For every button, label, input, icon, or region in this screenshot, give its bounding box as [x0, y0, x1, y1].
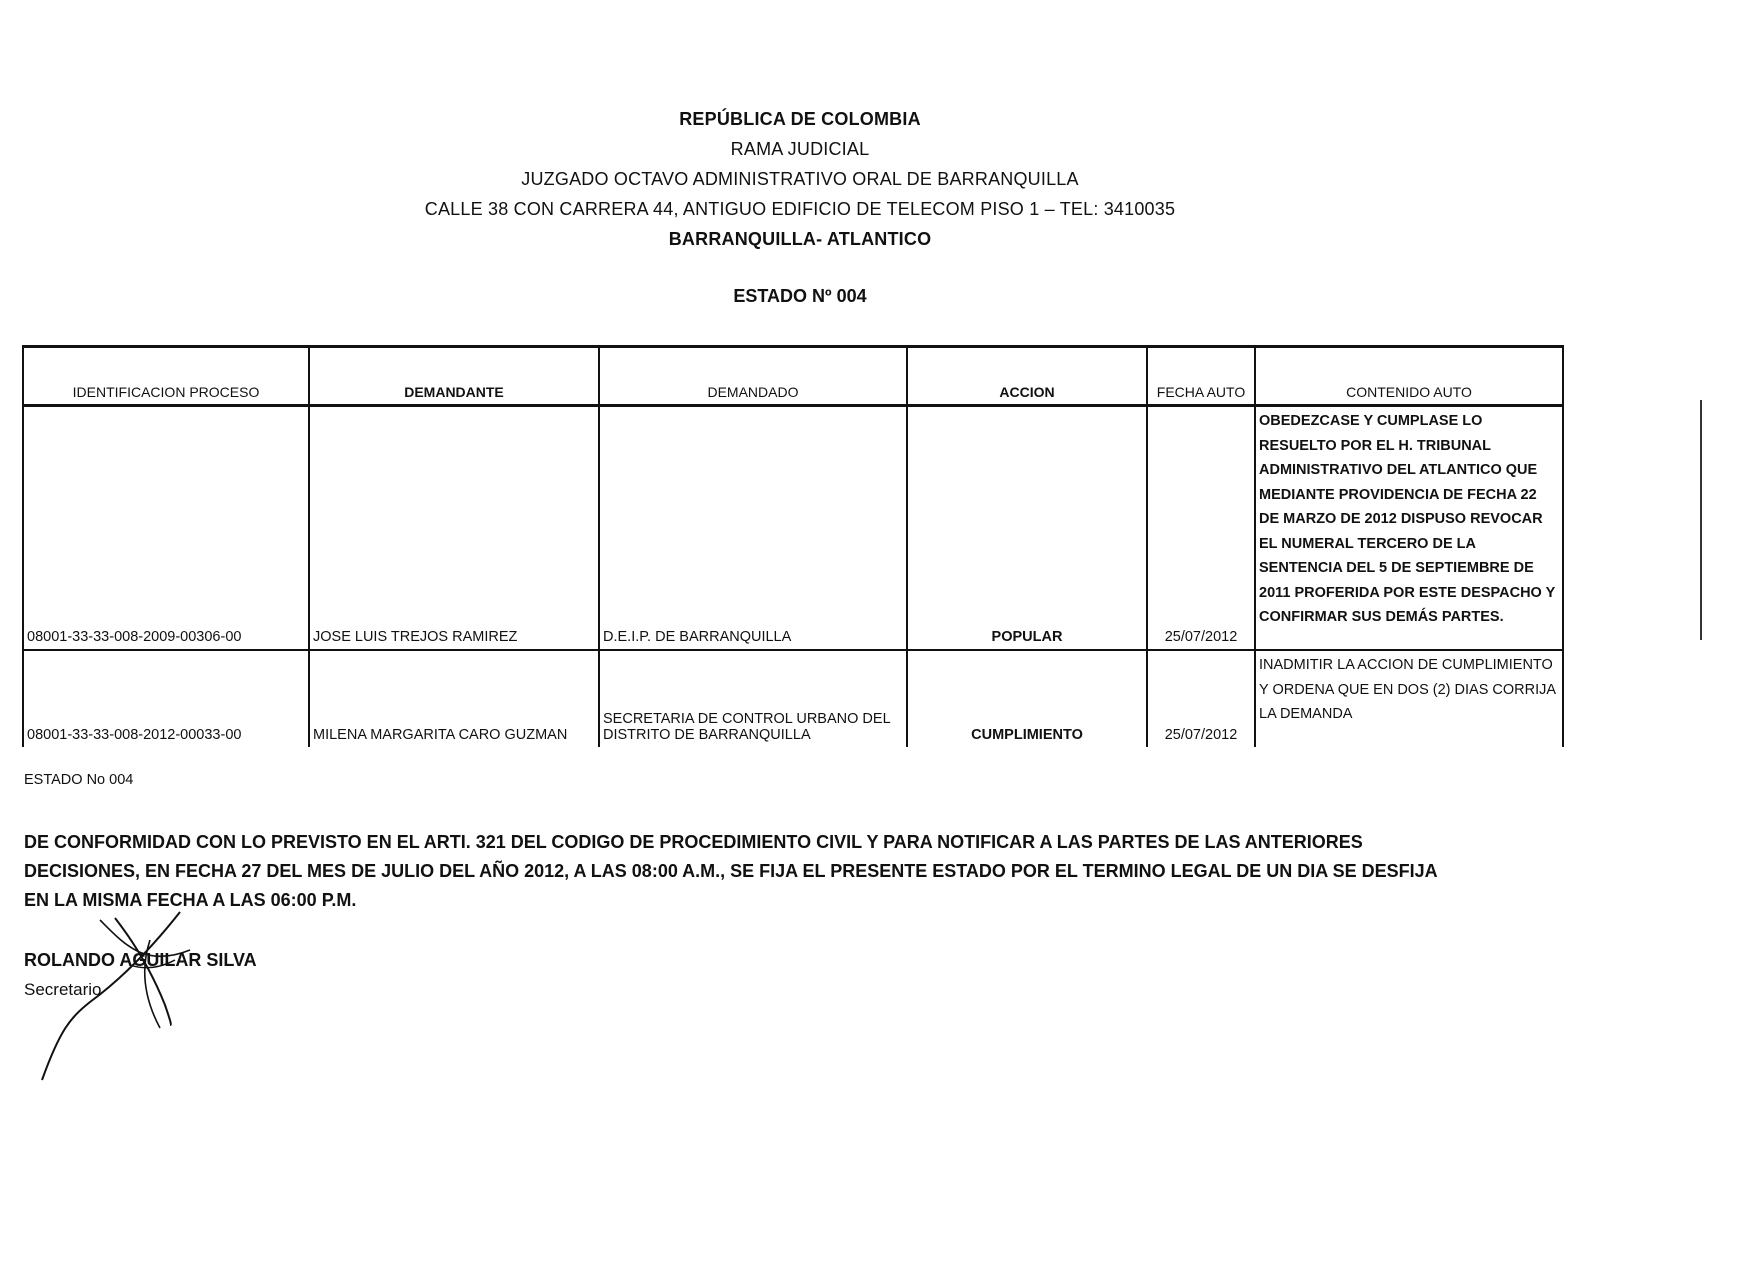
conformidad-paragraph: DE CONFORMIDAD CON LO PREVISTO EN EL ARTI. 321 DEL CODIGO DE PROCEDIMIENTO CIVIL Y PARA NOTIFICAR A LAS PARTES DE LAS ANTERIORES DECISIONES, EN FECHA 27 DEL MES DE JULIO DEL AÑO 2012, A LAS 08:00 A.M., SE FIJA EL PRESENTE ESTADO POR EL TERMINO LEGAL DE UN DIA SE DESFIJA EN LA MISMA FECHA A LAS 06:00 P.M. [24, 832, 1437, 910]
cell-contenido: INADMITIR LA ACCION DE CUMPLIMIENTO Y ORDENA QUE EN DOS (2) DIAS CORRIJA LA DEMANDA [1255, 650, 1563, 747]
scan-edge-line [1700, 400, 1702, 640]
header-republica: REPÚBLICA DE COLOMBIA [679, 109, 921, 129]
estado-table [22, 345, 1564, 747]
signatory-name: ROLANDO AGUILAR SILVA [24, 950, 257, 970]
header-rama: RAMA JUDICIAL [730, 139, 870, 159]
col-fecha-auto: FECHA AUTO [1147, 347, 1255, 406]
col-accion: ACCION [907, 347, 1147, 406]
col-identificacion: IDENTIFICACION PROCESO [23, 347, 309, 406]
cell-demandante: MILENA MARGARITA CARO GUZMAN [309, 650, 599, 747]
handwritten-signature [30, 910, 210, 1090]
cell-fecha: 25/07/2012 [1147, 650, 1255, 747]
cell-identificacion: 08001-33-33-008-2009-00306-00 [23, 406, 309, 651]
table-row [23, 406, 1563, 651]
col-demandado: DEMANDADO [599, 347, 907, 406]
col-contenido-auto: CONTENIDO AUTO [1255, 347, 1563, 406]
cell-accion: POPULAR [907, 406, 1147, 651]
header-juzgado: JUZGADO OCTAVO ADMINISTRATIVO ORAL DE BARRANQUILLA [521, 169, 1079, 189]
cell-demandante: JOSE LUIS TREJOS RAMIREZ [309, 406, 599, 651]
signatory-role: Secretario [24, 980, 102, 999]
cell-contenido: OBEDEZCASE Y CUMPLASE LO RESUELTO POR EL H. TRIBUNAL ADMINISTRATIVO DEL ATLANTICO QUE MEDIANTE PROVIDENCIA DE FECHA 22 DE MARZO DE 2012 DISPUSO REVOCAR EL NUMERAL TERCERO DE LA SENTENCIA DEL 5 DE SEPTIEMBRE DE 2011 PROFERIDA POR ESTE DESPACHO Y CONFIRMAR SUS DEMÁS PARTES. [1255, 406, 1563, 651]
table-row [23, 650, 1563, 747]
header-ciudad: BARRANQUILLA- ATLANTICO [668, 229, 932, 249]
document-header [0, 104, 1600, 254]
estado-title: ESTADO Nº 004 [733, 286, 867, 306]
table-header-row [23, 347, 1563, 406]
cell-identificacion: 08001-33-33-008-2012-00033-00 [23, 650, 309, 747]
cell-fecha: 25/07/2012 [1147, 406, 1255, 651]
estado-number-label: ESTADO No 004 [24, 772, 134, 788]
header-direccion: CALLE 38 CON CARRERA 44, ANTIGUO EDIFICIO DE TELECOM PISO 1 – TEL: 3410035 [424, 199, 1176, 219]
cell-accion: CUMPLIMIENTO [907, 650, 1147, 747]
col-demandante: DEMANDANTE [309, 347, 599, 406]
cell-demandado: SECRETARIA DE CONTROL URBANO DEL DISTRITO DE BARRANQUILLA [599, 650, 907, 747]
cell-demandado: D.E.I.P. DE BARRANQUILLA [599, 406, 907, 651]
